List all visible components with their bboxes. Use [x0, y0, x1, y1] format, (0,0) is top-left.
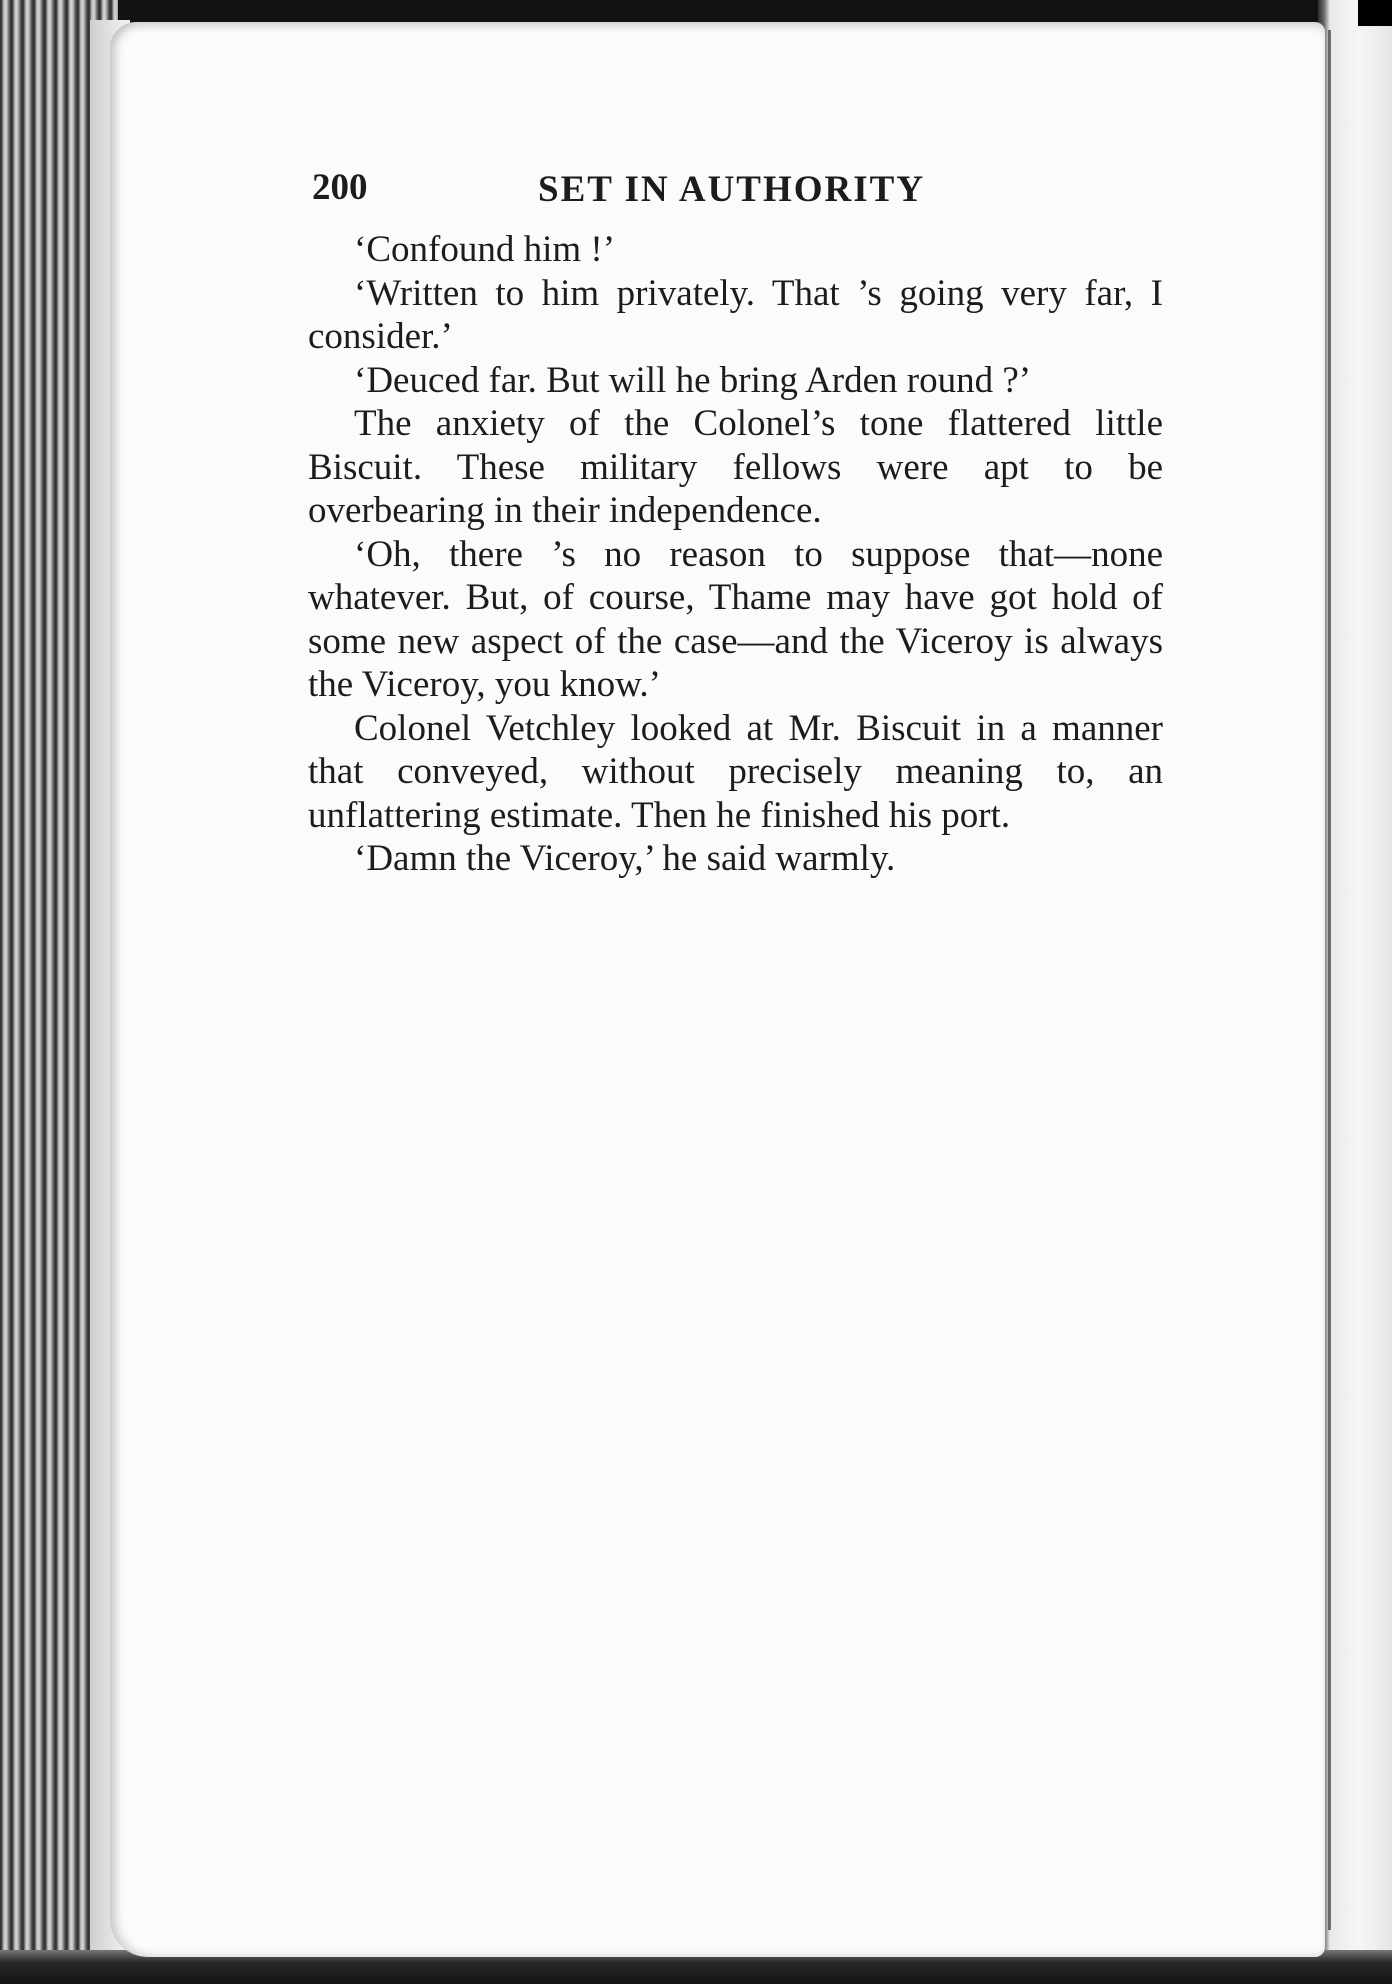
- paragraph: ‘Written to him privately. That ’s going very far, I consider.’: [308, 272, 1163, 357]
- running-head: [308, 160, 1163, 220]
- paragraph: ‘Oh, there ’s no reason to suppose that—none whatever. But, of course, Thame may have got hold of some new aspect of the case—and the Viceroy is always the Viceroy, you know.’: [308, 533, 1163, 705]
- paragraph: The anxiety of the Colonel’s tone flattered little Biscuit. These military fellows were apt to be overbearing in their independence.: [308, 403, 1163, 531]
- paragraph: Colonel Vetchley looked at Mr. Biscuit in a manner that conveyed, without precisely meaning to, an unflattering estimate. Then he finished his port.: [308, 707, 1163, 836]
- page-number: 200: [312, 167, 368, 208]
- gutter-shadow: [1328, 30, 1331, 1930]
- paragraph: ‘Damn the Viceroy,’ he said warmly.: [354, 838, 896, 879]
- paragraph: ‘Confound him !’: [354, 229, 616, 270]
- paragraph: ‘Deuced far. But will he bring Arden round ?’: [354, 359, 1032, 401]
- page-content: [308, 160, 1163, 881]
- scan-corner: [1358, 0, 1392, 26]
- body-text: [308, 228, 1163, 881]
- running-head-title: SET IN AUTHORITY: [538, 169, 926, 210]
